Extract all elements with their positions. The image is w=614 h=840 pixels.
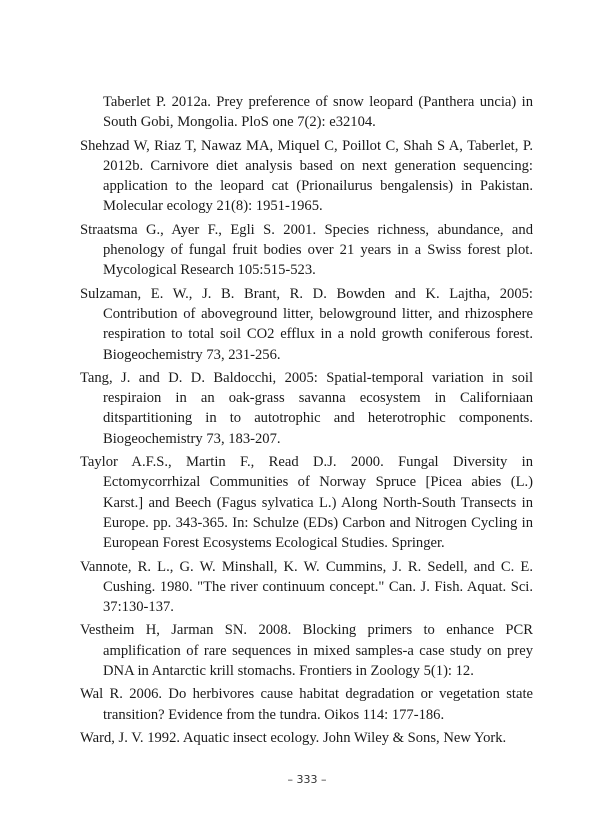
reference-entry-ward: Ward, J. V. 1992. Aquatic insect ecology. John Wiley & Sons, New York. (80, 729, 507, 746)
reference-entry-sulzaman: Sulzaman, E. W., J. B. Brant, R. D. Bowden and K. Lajtha, 2005: Contribution of aboveground litter, belowground litter, and rhizosphere respiration to total soil CO2 efflux in a nold growth coniferous forest. Biogeochemistry 73, 231-256. (80, 285, 533, 363)
reference-list (80, 92, 533, 751)
reference-entry-taberlet-continued: Taberlet P. 2012a. Prey preference of snow leopard (Panthera uncia) in South Gobi, Mongolia. PloS one 7(2): e32104. (103, 94, 533, 131)
reference-entry-taylor: Taylor A.F.S., Martin F., Read D.J. 2000. Fungal Diversity in Ectomycorrhizal Communities of Norway Spruce [Picea abies (L.) Karst.] and Beech (Fagus sylvatica L.) Along North-South Transects in Europe. pp. 343-365. In: Schulze (EDs) Carbon and Nitrogen Cycling in European Forest Ecosystems Ecological Studies. Springer. (80, 454, 533, 552)
reference-entry-tang: Tang, J. and D. D. Baldocchi, 2005: Spatial-temporal variation in soil respiraion in an oak-grass savanna ecosystem in Californiaan ditspartitioning in to autotrophic and heterotrophic components. Biogeochemistry 73, 183-207. (80, 369, 533, 447)
reference-entry-vannote: Vannote, R. L., G. W. Minshall, K. W. Cummins, J. R. Sedell, and C. E. Cushing. 1980. "The river continuum concept." Can. J. Fish. Aquat. Sci. 37:130-137. (80, 558, 533, 616)
reference-entry-vestheim: Vestheim H, Jarman SN. 2008. Blocking primers to enhance PCR amplification of rare sequences in mixed samples‐a case study on prey DNA in Antarctic krill stomachs. Frontiers in Zoology 5(1): 12. (80, 622, 533, 680)
reference-entry-straatsma: Straatsma G., Ayer F., Egli S. 2001. Species richness, abundance, and phenology of fungal fruit bodies over 21 years in a Swiss forest plot. Mycological Research 105:515-523. (80, 221, 533, 279)
reference-entry-shehzad: Shehzad W, Riaz T, Nawaz MA, Miquel C, Poillot C, Shah S A, Taberlet, P. 2012b. Carnivore diet analysis based on next generation sequencing: application to the leopard cat (Prionailurus bengalensis) in Pakistan. Molecular ecology 21(8): 1951-1965. (80, 137, 533, 215)
reference-entry-wal: Wal R. 2006. Do herbivores cause habitat degradation or vegetation state transition? Evidence from the tundra. Oikos 114: 177-186. (80, 686, 533, 723)
page-number: – 333 – (287, 773, 327, 786)
